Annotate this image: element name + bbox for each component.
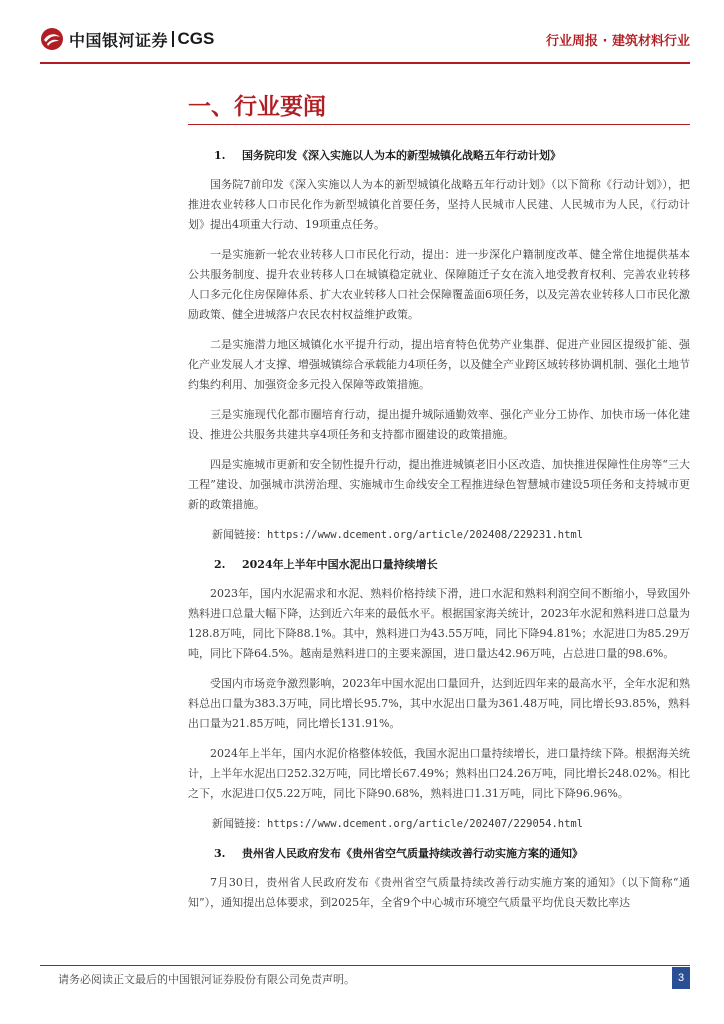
brand-name-en: CGS bbox=[177, 29, 215, 48]
news-title: 国务院印发《深入实施以人为本的新型城镇化战略五年行动计划》 bbox=[242, 149, 561, 162]
section-title: 一、行业要闻 bbox=[188, 94, 326, 120]
news-heading-1 bbox=[214, 146, 690, 165]
news-paragraph: 7月30日，贵州省人民政府发布《贵州省空气质量持续改善行动实施方案的通知》（以下简称“通知”），通知提出总体要求，到2025年，全省9个中心城市环境空气质量平均优良天数比率达 bbox=[188, 876, 690, 909]
section-divider bbox=[188, 124, 690, 125]
news-paragraph: 2024年上半年，国内水泥价格整体较低，我国水泥出口量持续增长，进口量持续下降。根据海关统计，上半年水泥出口252.32万吨，同比增长67.49%；熟料出口24.26万吨，同比增长248.02%。相比之下，水泥进口仅5.22万吨，同比下降90.68%，熟料进口1.31万吨，同比下降96.96%。 bbox=[188, 747, 690, 800]
news-paragraph: 二是实施潜力地区城镇化水平提升行动，提出培育特色优势产业集群、促进产业园区提级扩能、强化产业发展人才支撑、增强城镇综合承载能力4项任务，以及健全产业跨区域转移协调机制、强化土地节约集约利用、加强资金多元投入保障等政策措施。 bbox=[188, 338, 690, 391]
brand-logo bbox=[40, 27, 214, 51]
galaxy-logo-icon bbox=[40, 27, 64, 51]
news-content bbox=[188, 146, 690, 923]
news-title: 2024年上半年中国水泥出口量持续增长 bbox=[242, 558, 438, 571]
news-paragraph: 一是实施新一轮农业转移人口市民化行动，提出：进一步深化户籍制度改革、健全常住地提供基本公共服务制度、提升农业转移人口在城镇稳定就业、保障随迁子女在流入地受教育权利、完善农业转移人口多元化住房保障体系、扩大农业转移人口社会保障覆盖面6项任务，以及完善农业转移人口市民化激励政策、健全进城落户农民农村权益维护政策。 bbox=[188, 248, 690, 321]
footer-disclaimer: 请务必阅读正文最后的中国银河证券股份有限公司免责声明。 bbox=[58, 973, 355, 986]
page-header bbox=[0, 0, 724, 80]
news-link-label: 新闻链接： bbox=[212, 528, 267, 541]
news-number: 2. bbox=[214, 558, 226, 571]
report-type: 行业周报 · 建筑材料行业 bbox=[546, 34, 690, 49]
news-number: 1. bbox=[214, 149, 226, 162]
brand-divider bbox=[172, 31, 174, 47]
news-paragraph: 受国内市场竞争激烈影响，2023年中国水泥出口量回升，达到近四年来的最高水平，全年水泥和熟料总出口量为383.3万吨，同比增长95.7%，其中水泥出口量为361.48万吨，同比增长93.85%，熟料出口量为21.85万吨，同比增长131.91%。 bbox=[188, 677, 690, 730]
news-link-row bbox=[212, 814, 690, 834]
news-link[interactable]: https://www.dcement.org/article/202408/229231.html bbox=[267, 529, 584, 541]
header-divider bbox=[40, 62, 690, 64]
news-number: 3. bbox=[214, 847, 226, 860]
news-heading-3 bbox=[214, 844, 690, 863]
news-paragraph: 国务院7前印发《深入实施以人为本的新型城镇化战略五年行动计划》（以下简称《行动计划》），把推进农业转移人口市民化作为新型城镇化首要任务，坚持人民城市人民建、人民城市为人民，《行动计划》提出4项重大行动、19项重点任务。 bbox=[188, 178, 690, 231]
news-title: 贵州省人民政府发布《贵州省空气质量持续改善行动实施方案的通知》 bbox=[242, 847, 583, 860]
news-paragraph: 三是实施现代化都市圈培育行动，提出提升城际通勤效率、强化产业分工协作、加快市场一体化建设、推进公共服务共建共享4项任务和支持都市圈建设的政策措施。 bbox=[188, 408, 690, 441]
brand-name-cn: 中国银河证券 bbox=[69, 30, 169, 50]
news-link-row bbox=[212, 525, 690, 545]
page-number: 3 bbox=[672, 967, 690, 989]
news-paragraph: 四是实施城市更新和安全韧性提升行动，提出推进城镇老旧小区改造、加快推进保障性住房等“三大工程”建设、加强城市洪涝治理、实施城市生命线安全工程推进绿色智慧城市建设5项任务和支持城市更新的政策措施。 bbox=[188, 458, 690, 511]
news-heading-2 bbox=[214, 555, 690, 574]
news-link-label: 新闻链接： bbox=[212, 817, 267, 830]
footer-divider bbox=[40, 965, 690, 966]
news-link[interactable]: https://www.dcement.org/article/202407/229054.html bbox=[267, 818, 584, 830]
news-paragraph: 2023年，国内水泥需求和水泥、熟料价格持续下滑，进口水泥和熟料利润空间不断缩小，导致国外熟料进口总量大幅下降，达到近六年来的最低水平。根据国家海关统计，2023年水泥和熟料进口总量为128.8万吨，同比下降88.1%。其中，熟料进口为43.55万吨，同比下降94.81%；水泥进口为85.29万吨，同比下降64.5%。越南是熟料进口的主要来源国，进口量达42.96万吨，占总进口量的98.6%。 bbox=[188, 587, 690, 660]
